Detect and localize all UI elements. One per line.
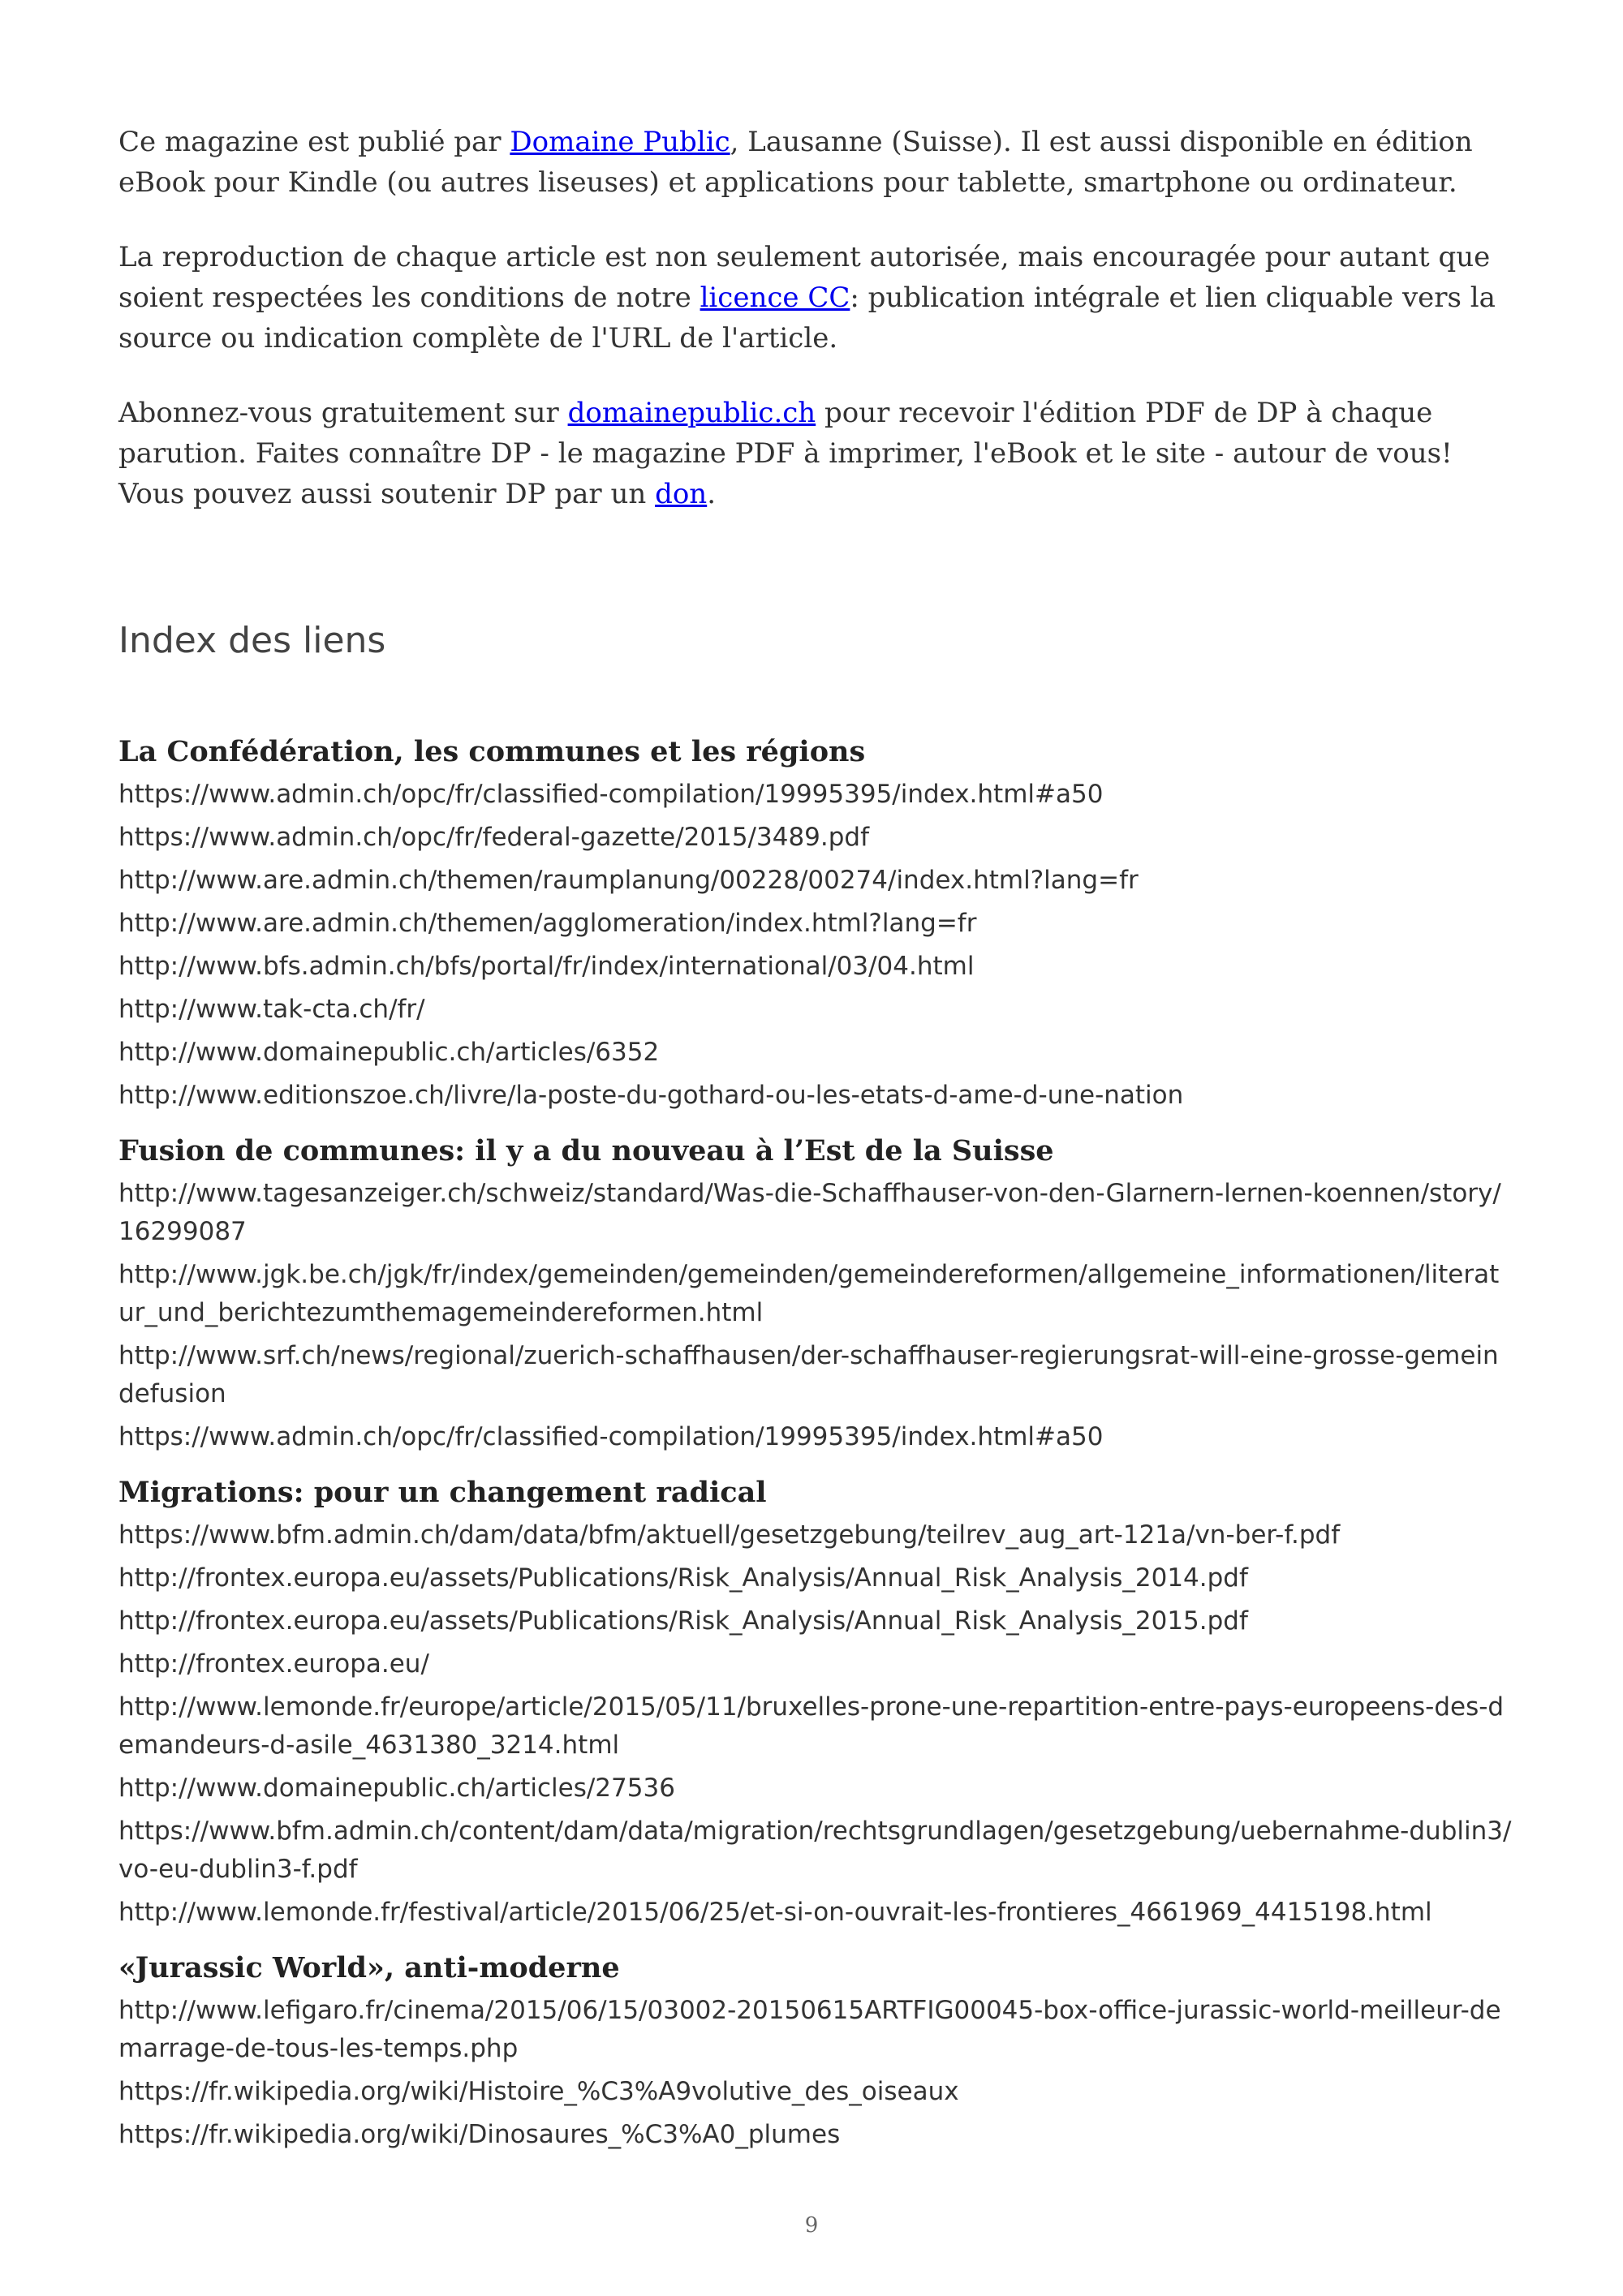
link-url[interactable]: http://www.bfs.admin.ch/bfs/portal/fr/index/international/03/04.html <box>118 952 975 981</box>
link-url[interactable]: http://www.srf.ch/news/regional/zuerich-schaffhausen/der-schaffhauser-regierungsrat-will-eine-grosse-gemeindefusion <box>118 1341 1499 1408</box>
link-url[interactable]: http://www.lefigaro.fr/cinema/2015/06/15/03002-20150615ARTFIG00045-box-office-jurassic-world-meilleur-demarrage-de-tous-les-temps.php <box>118 1996 1501 2063</box>
link-url[interactable]: http://frontex.europa.eu/assets/Publications/Risk_Analysis/Annual_Risk_Analysis_2015.pdf <box>118 1606 1248 1636</box>
link-url[interactable]: http://www.jgk.be.ch/jgk/fr/index/gemeinden/gemeinden/gemeindereformen/allgemeine_informationen/literatur_und_berichtezumthemagemeindereformen.html <box>118 1260 1500 1327</box>
link-url[interactable]: http://www.editionszoe.ch/livre/la-poste-du-gothard-ou-les-etats-d-ame-d-une-nation <box>118 1081 1184 1110</box>
link-url[interactable]: http://frontex.europa.eu/assets/Publications/Risk_Analysis/Annual_Risk_Analysis_2014.pdf <box>118 1563 1248 1593</box>
link-url[interactable]: https://fr.wikipedia.org/wiki/Dinosaures_%C3%A0_plumes <box>118 2120 841 2149</box>
link-url[interactable]: http://www.are.admin.ch/themen/raumplanung/00228/00274/index.html?lang=fr <box>118 866 1139 895</box>
section-title: Migrations: pour un changement radical <box>118 1476 767 1509</box>
document-page <box>118 122 1514 2172</box>
link-section <box>118 1133 1514 1456</box>
link-url[interactable]: https://www.admin.ch/opc/fr/federal-gazette/2015/3489.pdf <box>118 823 870 852</box>
link-url[interactable]: http://www.domainepublic.ch/articles/27536 <box>118 1774 675 1803</box>
link-url[interactable]: https://www.admin.ch/opc/fr/classified-compilation/19995395/index.html#a50 <box>118 1422 1104 1451</box>
domainepublic-link[interactable]: domainepublic.ch <box>567 397 816 429</box>
link-url[interactable]: http://www.domainepublic.ch/articles/6352 <box>118 1038 660 1067</box>
link-url[interactable]: https://www.bfm.admin.ch/dam/data/bfm/aktuell/gesetzgebung/teilrev_aug_art-121a/vn-ber-f.pdf <box>118 1520 1341 1550</box>
licence-cc-link[interactable]: licence CC <box>700 282 850 314</box>
index-title: Index des liens <box>118 620 386 661</box>
intro-paragraph-subscribe: Abonnez-vous gratuitement sur domainepublic.ch pour recevoir l'édition PDF de DP à chaque parution. Faites connaître DP - le magazine PDF à imprimer, l'eBook et le site - autour de vous! Vous pouvez aussi soutenir DP par un don. <box>118 397 1453 510</box>
intro-block <box>118 122 1514 514</box>
section-title: «Jurassic World», anti-moderne <box>118 1951 620 1984</box>
link-url[interactable]: http://www.tagesanzeiger.ch/schweiz/standard/Was-die-Schaffhauser-von-den-Glarnern-lernen-koennen/story/16299087 <box>118 1179 1501 1246</box>
link-url[interactable]: https://www.bfm.admin.ch/content/dam/data/migration/rechtsgrundlagen/gesetzgebung/uebernahme-dublin3/vo-eu-dublin3-f.pdf <box>118 1817 1512 1884</box>
link-section <box>118 1474 1514 1932</box>
link-url[interactable]: http://www.tak-cta.ch/fr/ <box>118 995 425 1024</box>
link-index <box>118 733 1514 2154</box>
link-url[interactable]: http://www.are.admin.ch/themen/agglomeration/index.html?lang=fr <box>118 909 977 938</box>
section-title: La Confédération, les communes et les régions <box>118 735 866 768</box>
link-section <box>118 733 1514 1115</box>
intro-paragraph-license: La reproduction de chaque article est non seulement autorisée, mais encouragée pour autant que soient respectées les conditions de notre licence CC: publication intégrale et lien cliquable vers la source ou indication complète de l'URL de l'article. <box>118 241 1496 355</box>
link-url[interactable]: http://frontex.europa.eu/ <box>118 1649 429 1679</box>
page-number: 9 <box>804 2213 819 2238</box>
link-url[interactable]: http://www.lemonde.fr/festival/article/2015/06/25/et-si-on-ouvrait-les-frontieres_4661969_4415198.html <box>118 1898 1432 1927</box>
don-link[interactable]: don <box>655 478 708 510</box>
link-url[interactable]: https://www.admin.ch/opc/fr/classified-compilation/19995395/index.html#a50 <box>118 780 1104 809</box>
intro-paragraph-publisher: Ce magazine est publié par Domaine Public, Lausanne (Suisse). Il est aussi disponible en édition eBook pour Kindle (ou autres liseuses) et applications pour tablette, smartphone ou ordinateur. <box>118 126 1473 199</box>
link-section <box>118 1950 1514 2154</box>
link-url[interactable]: https://fr.wikipedia.org/wiki/Histoire_%C3%A9volutive_des_oiseaux <box>118 2077 959 2106</box>
section-title: Fusion de communes: il y a du nouveau à l’Est de la Suisse <box>118 1134 1054 1167</box>
link-url[interactable]: http://www.lemonde.fr/europe/article/2015/05/11/bruxelles-prone-une-repartition-entre-pays-europeens-des-demandeurs-d-asile_4631380_3214.html <box>118 1692 1505 1760</box>
domaine-public-link[interactable]: Domaine Public <box>510 126 730 158</box>
